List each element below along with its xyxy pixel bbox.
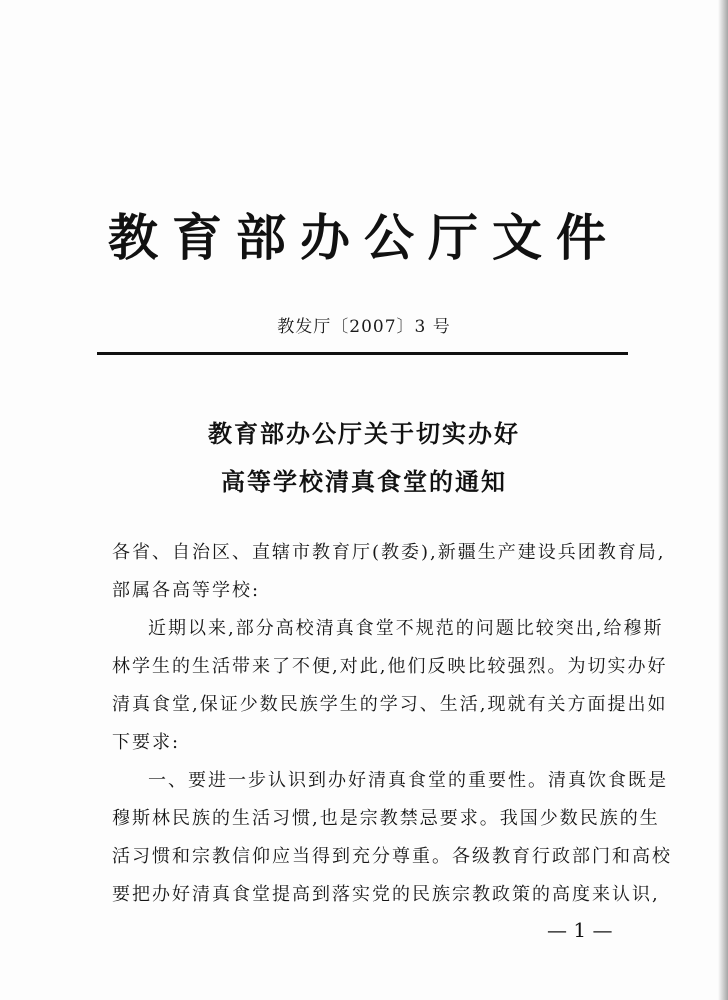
header-divider	[97, 352, 628, 355]
notice-title-line-1: 教育部办公厅关于切实办好	[208, 419, 520, 448]
issuing-office-header: 教育部办公厅文件	[108, 208, 620, 267]
body-line: 下要求:	[112, 732, 181, 753]
body-line: 一、要进一步认识到办好清真食堂的重要性。清真饮食既是	[148, 770, 668, 791]
page-number: — 1 —	[547, 918, 613, 942]
scan-edge-shadow	[718, 0, 728, 1000]
body-line: 活习惯和宗教信仰应当得到充分尊重。各级教育行政部门和高校	[112, 846, 672, 867]
body-line: 近期以来,部分高校清真食堂不规范的问题比较突出,给穆斯	[148, 618, 664, 639]
body-line: 各省、自治区、直辖市教育厅(教委),新疆生产建设兵团教育局,	[112, 542, 666, 563]
notice-title-line-2: 高等学校清真食堂的通知	[221, 467, 507, 496]
body-line: 部属各高等学校:	[112, 580, 261, 601]
body-line: 要把办好清真食堂提高到落实党的民族宗教政策的高度来认识,	[112, 884, 660, 905]
body-line: 穆斯林民族的生活习惯,也是宗教禁忌要求。我国少数民族的生	[112, 808, 660, 829]
body-line: 清真食堂,保证少数民族学生的学习、生活,现就有关方面提出如	[112, 694, 668, 715]
body-line: 林学生的生活带来了不便,对此,他们反映比较强烈。为切实办好	[112, 656, 668, 677]
document-number: 教发厅〔2007〕3 号	[277, 317, 451, 337]
